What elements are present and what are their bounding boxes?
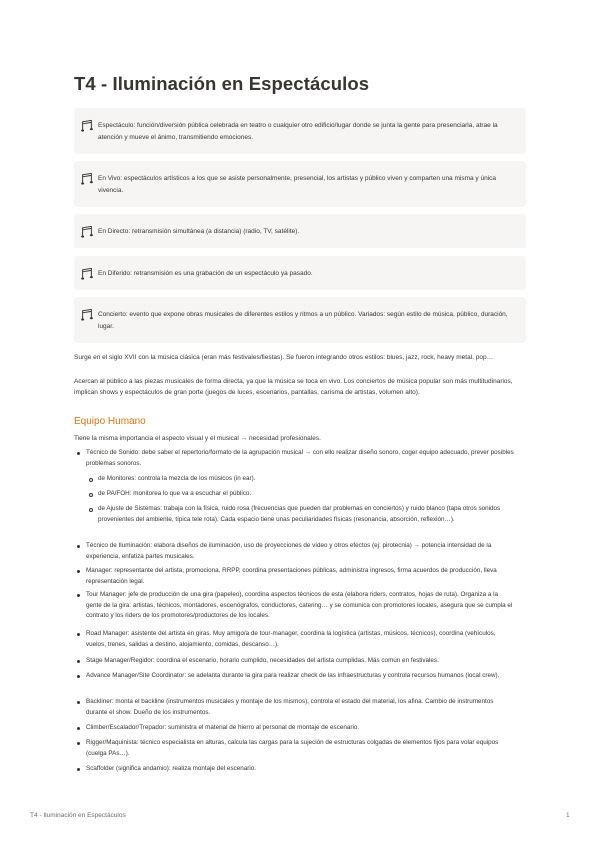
musical-note-icon	[80, 225, 94, 239]
list-item-sub: de PA/FOH: monitorea lo que va a escuchar el público.	[98, 489, 516, 500]
list-item: Rigger/Maquinista: técnico especialista en alturas, calcula las cargas para la sujeción de estructuras colgadas de elementos fijos para volar equipos (cuelga PAs…).	[86, 738, 514, 759]
callout-text: En Vivo: espectáculos artísticos a los que se asiste personalmente, presencial, los artistas y público viven y comparten una misma y única vivencia.	[98, 175, 497, 194]
bullet-icon	[77, 742, 80, 745]
list-item: Climber/Escalador/Trepador: suministra el material de hierro al personal de montaje de escenario.	[86, 723, 514, 734]
callout-text: En Diferido: retransmisión es una grabación de un espectáculo ya pasado.	[98, 270, 313, 277]
bullet-icon	[77, 594, 80, 597]
list-item: Técnico de Iluminación: elabora diseños de iluminación, uso de proyecciones de vídeo y otros efectos (ej: pirotecnia) → potencia intensidad de la experiencia, enfatiza partes musicales.	[86, 541, 514, 562]
bullet-icon	[77, 727, 80, 730]
list-item: Backliner: monta el backline (instrumentos musicales y montaje de los mismos), controla el estado del material, los afina. Cambio de instrumentos durante el show. Dueño de los instrumentos.	[86, 697, 514, 718]
callout-text: Espectáculo: función/diversión pública celebrada en teatro o cualquier otro edificio/lugar donde se junta la gente para presenciarla, atrae la atención y mueve el ánimo, transmitiendo emociones.	[98, 122, 498, 141]
callout-text: En Directo: retransmisión simultánea (a distancia) (radio, TV, satélite).	[98, 228, 300, 235]
callout-en-directo	[74, 214, 526, 248]
bullet-icon	[77, 452, 80, 455]
musical-note-icon	[80, 172, 94, 186]
paragraph-description: Acercan al público a las piezas musicales de forma directa, ya que la música se toca en vivo. Los conciertos de música popular son más multitudinarios, implican shows y espectáculos de gran porte (juegos de luces, escenarios, pantallas, carisma de artistas, volumen alto).	[74, 378, 513, 396]
bullet-icon	[77, 768, 80, 771]
bullet-icon	[77, 633, 80, 636]
list-item: Advance Manager/Site Coordinator: se adelanta durante la gira para realizar check de las infraestructuras y controla recursos humanos (local crew).	[86, 671, 514, 682]
list-item: Técnico de Sonido: debe saber el repertorio/formato de la agrupación musical → con ello realizar diseño sonoro, coger equipo adecuado, prever posibles problemas sonoros.	[86, 448, 514, 469]
bullet-icon	[77, 660, 80, 663]
bullet-icon	[77, 675, 80, 678]
musical-note-icon	[80, 267, 94, 281]
musical-note-icon	[80, 119, 94, 133]
callout-en-vivo	[74, 161, 526, 207]
page-number: 1	[566, 812, 570, 819]
callout-concierto	[74, 297, 526, 343]
paragraph-history: Surge en el siglo XVII con la música clásica (eran más festivales/fiestas). Se fueron integrando otros estilos: blues, jazz, rock, heavy metal, pop…	[74, 354, 494, 361]
list-item: Stage Manager/Regidor: coordina el escenario, horario cumplido, necesidades del artista cumplidas. Más común en festivales.	[86, 656, 514, 667]
list-item: Tour Manager: jefe de producción de una gira (papeleo), coordina aspectos técnicos de esta (elabora riders, contratos, hojas de ruta). Organiza a la gente de la gira: artistas, técnicos, montadores, escenógrafos, conductores, catering… y se comunica con promotores locales, asegura que se cumpla el contrato y los riders de los promotores/productores de los locales.	[86, 590, 514, 622]
bullet-icon	[77, 701, 80, 704]
musical-note-icon	[80, 308, 94, 322]
list-item-sub: de Ajuste de Sistemas: trabaja con la física, ruido rosa (frecuencias que pueden dar problemas en conciertos) y ruido blanco (tapa otros sonidos provenientes del ambiente, típica tele rota). Cada espacio tiene unas peculiaridades físicas (resonancia, absorción, reflexión…).	[98, 504, 516, 525]
section-heading: Equipo Humano	[74, 416, 146, 427]
list-item: Manager: representante del artista, promociona, RRPP, coordina presentaciones públicas, administra ingresos, firma acuerdos de producción, lleva representación legal.	[86, 566, 514, 587]
section-intro: Tiene la misma importancia el aspecto visual y el musical → necesidad profesionales.	[74, 435, 321, 442]
callout-espectaculo	[74, 108, 526, 154]
circle-bullet-icon	[89, 493, 93, 497]
callout-text: Concierto: evento que expone obras musicales de diferentes estilos y ritmos a un público. Variados: según estilo de música, público, duración, lugar.	[98, 311, 508, 330]
bullet-icon	[77, 570, 80, 573]
bullet-icon	[77, 545, 80, 548]
circle-bullet-icon	[89, 508, 93, 512]
list-item: Road Manager: asistente del artista en giras. Muy amigo/a de tour-manager, coordina la logística (artistas, músicos, técnicos), coordina (vehículos, vuelos, trenes, salidas a destino, alojamiento, comidas, descanso…).	[86, 629, 514, 650]
circle-bullet-icon	[89, 478, 93, 482]
list-item-sub: de Monitores: controla la mezcla de los músicos (in ear).	[98, 474, 516, 485]
page-footer: T4 - Iluminación en Espectáculos	[30, 812, 126, 819]
list-item: Scaffolder (significa andamio): realiza montaje del escenario.	[86, 764, 514, 775]
callout-en-diferido	[74, 256, 526, 290]
page-title: T4 - Iluminación en Espectáculos	[74, 73, 370, 94]
